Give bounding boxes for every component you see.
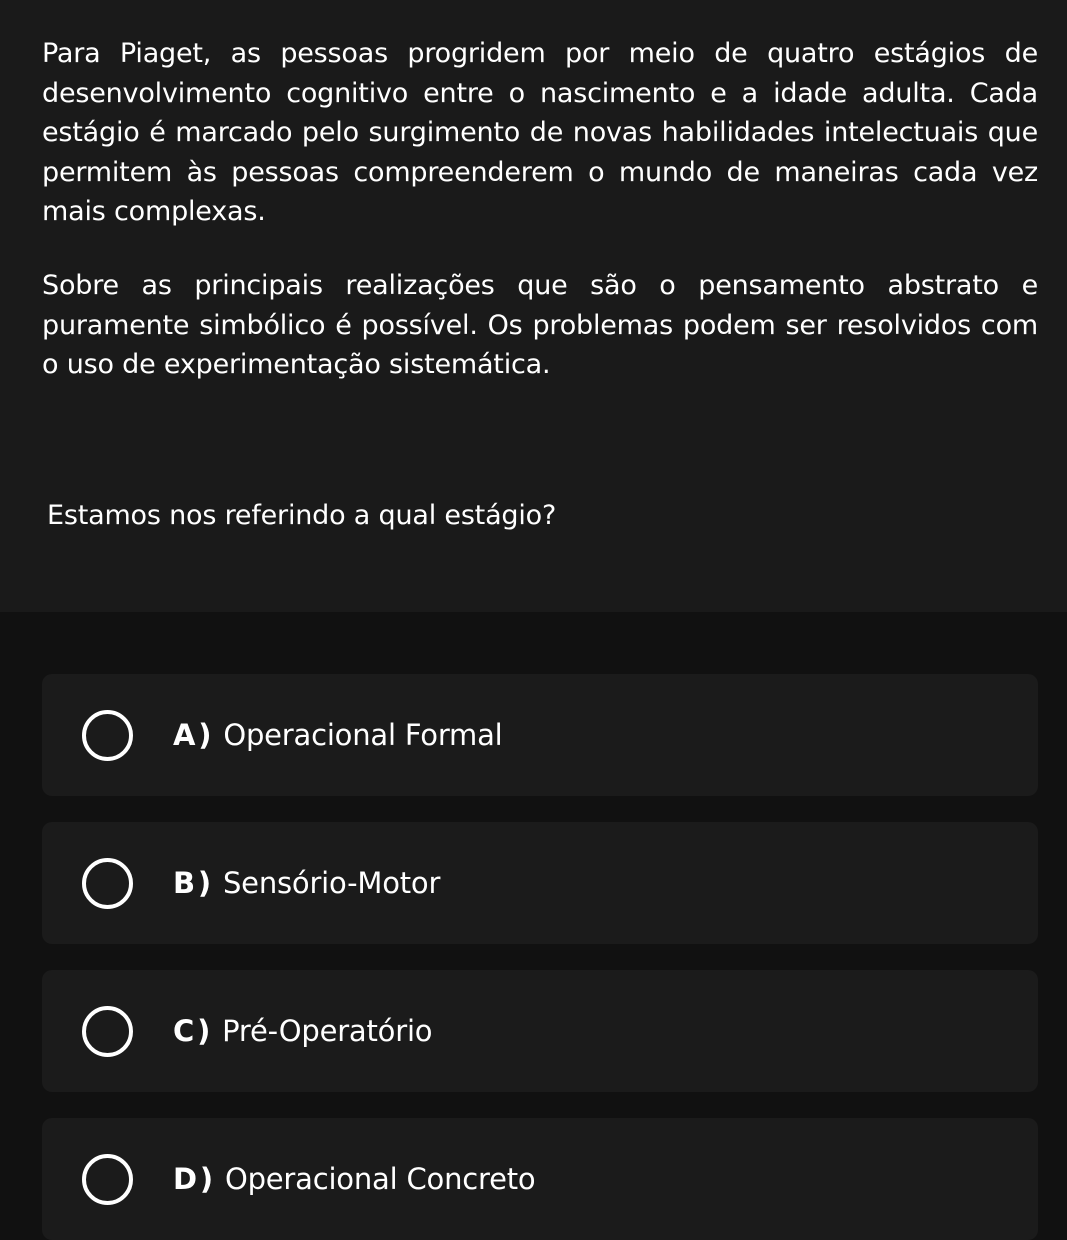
option-a-text [173, 674, 503, 796]
option-label: Sensório-Motor [222, 866, 441, 900]
option-paren: ) [198, 718, 212, 752]
option-a[interactable] [42, 674, 1038, 796]
option-c-text [173, 970, 432, 1092]
radio-circle-icon[interactable] [82, 710, 133, 761]
option-c[interactable] [42, 970, 1038, 1092]
option-label: Pré-Operatório [222, 1014, 433, 1048]
option-b-text [173, 822, 440, 944]
question-paragraph-2: Sobre as principais realizações que são o pensamento abstrato e puramente simbólico é possível. Os problemas podem ser resolvidos com o uso de experimentação sistemática. [42, 270, 1038, 381]
option-letter: A [173, 718, 196, 752]
option-paren: ) [197, 1014, 211, 1048]
radio-circle-icon[interactable] [82, 1154, 133, 1205]
question-paragraph-1: Para Piaget, as pessoas progridem por meio de quatro estágios de desenvolvimento cognitivo entre o nascimento e a idade adulta. Cada estágio é marcado pelo surgimento de novas habilidades intelectuais que permitem às pessoas compreenderem o mundo de maneiras cada vez mais complexas. [42, 38, 1038, 228]
option-letter: B [173, 866, 195, 900]
option-letter: C [173, 1014, 195, 1048]
option-letter: D [173, 1162, 197, 1196]
radio-circle-icon[interactable] [82, 1006, 133, 1057]
option-label: Operacional Concreto [224, 1162, 536, 1196]
option-label: Operacional Formal [223, 718, 503, 752]
radio-circle-icon[interactable] [82, 858, 133, 909]
option-paren: ) [197, 866, 211, 900]
option-b[interactable] [42, 822, 1038, 944]
option-paren: ) [199, 1162, 213, 1196]
question-prompt: Estamos nos referindo a qual estágio? [47, 500, 557, 531]
